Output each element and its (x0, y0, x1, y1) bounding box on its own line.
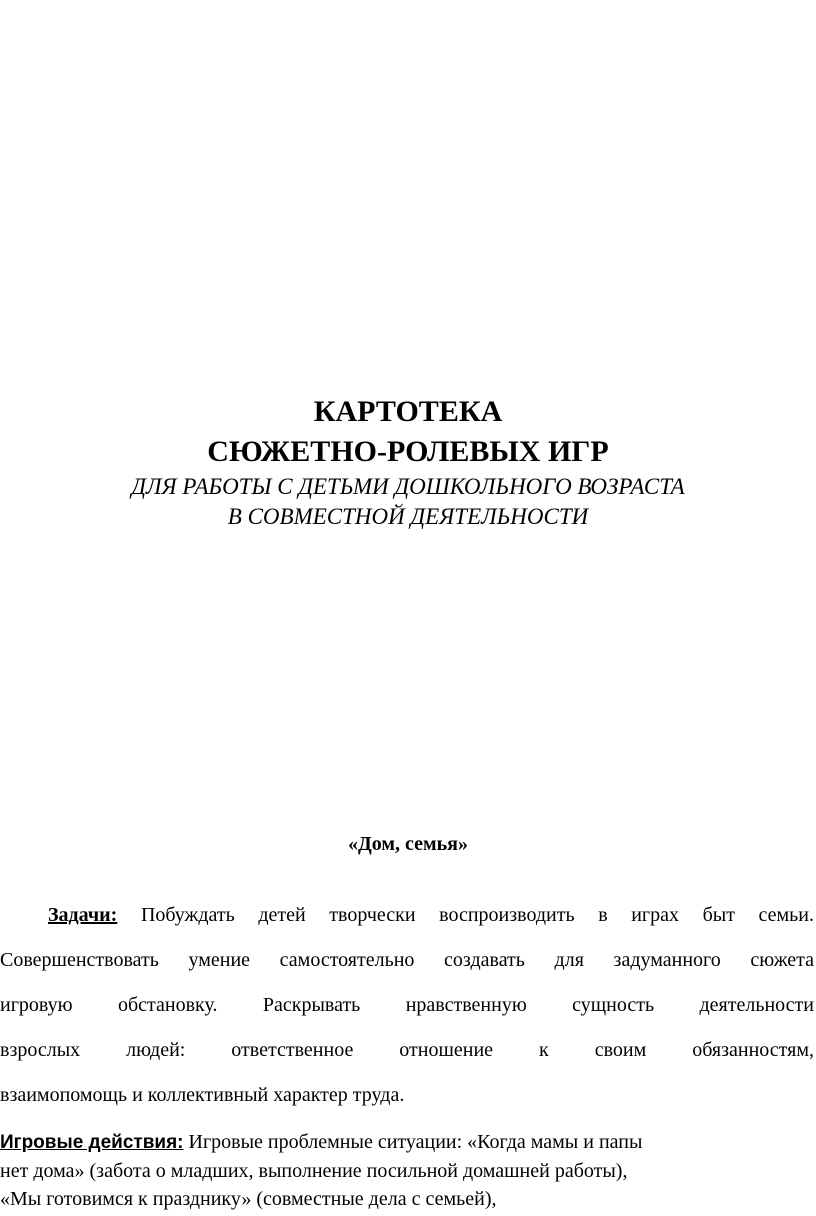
tasks-line: Совершенствовать умение самостоятельно создавать для задуманного сюжета (0, 949, 814, 971)
tasks-text: Побуждать детей творчески воспроизводить в играх быт семьи. (140, 904, 815, 926)
actions-line: нет дома» (забота о младших, выполнение посильной домашней работы), (0, 1160, 628, 1182)
tasks-line: взаимопомощь и коллективный характер труда. (0, 1084, 405, 1106)
subtitle-line-2: В СОВМЕСТНОЙ ДЕЯТЕЛЬНОСТИ (227, 504, 589, 529)
main-title-line-2: СЮЖЕТНО-РОЛЕВЫХ ИГР (207, 435, 609, 468)
actions-line (0, 1128, 816, 1157)
tasks-paragraph (0, 893, 814, 1118)
title-block (0, 392, 816, 532)
tasks-line: взрослых людей: ответственное отношение к своим обязанностям, (0, 1039, 814, 1061)
actions-text: Игровые проблемные ситуации: «Когда мамы и папы (188, 1131, 643, 1153)
tasks-line: игровую обстановку. Раскрывать нравственную сущность деятельности (0, 994, 814, 1016)
actions-paragraph (0, 1128, 816, 1213)
tasks-label: Задачи: (48, 904, 118, 926)
subtitle-line-1: ДЛЯ РАБОТЫ С ДЕТЬМИ ДОШКОЛЬНОГО ВОЗРАСТА (131, 474, 685, 499)
tasks-line (0, 893, 814, 938)
actions-label: Игровые действия: (0, 1132, 184, 1153)
main-title-line-1: КАРТОТЕКА (313, 395, 503, 428)
game-title: «Дом, семья» (347, 833, 469, 855)
actions-line: «Мы готовимся к празднику» (совместные дела с семьей), (0, 1188, 497, 1210)
